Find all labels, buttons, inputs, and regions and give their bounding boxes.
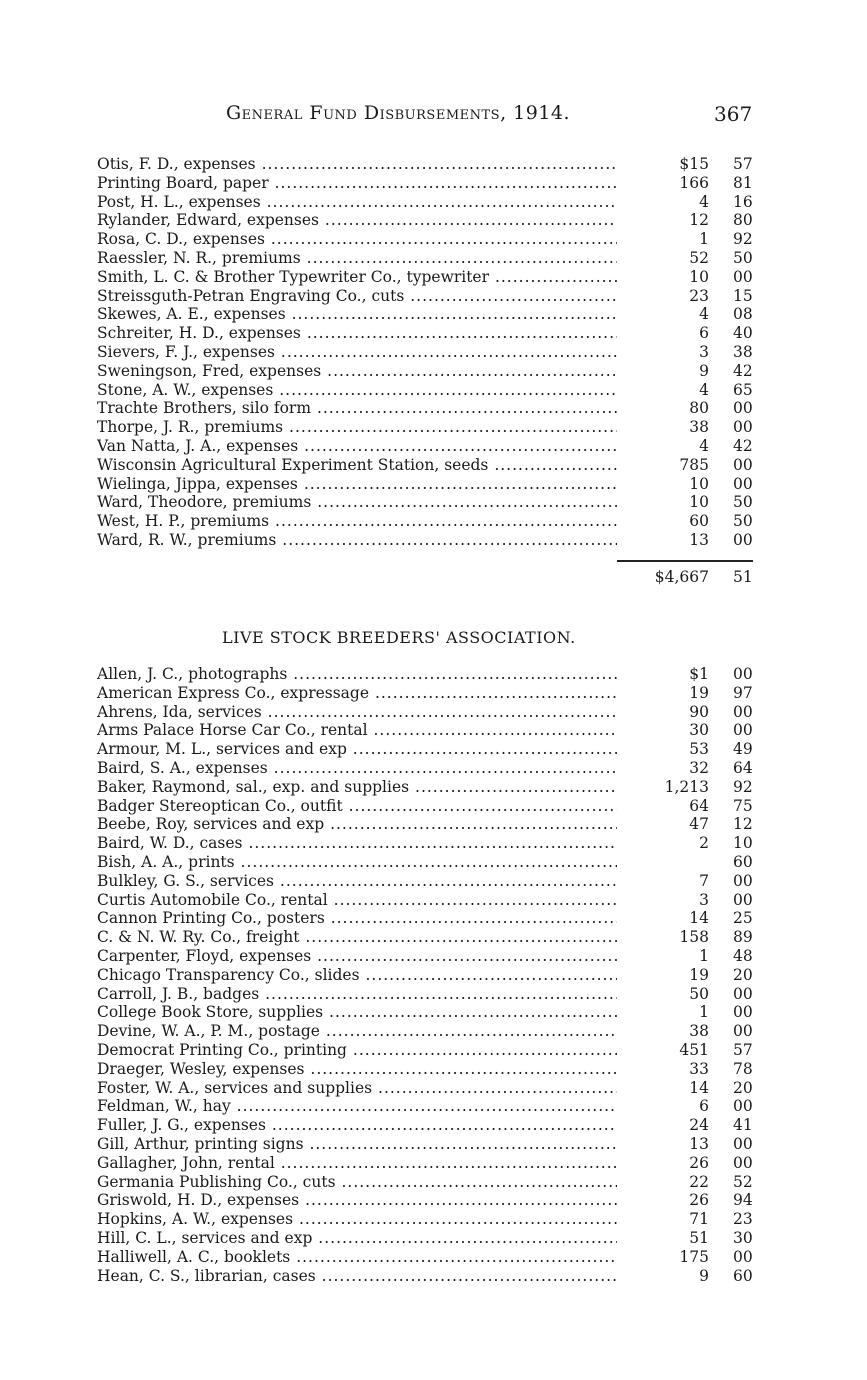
list-item — [97, 684, 757, 703]
amount-cents: 10 — [733, 834, 757, 853]
general-fund-list — [97, 155, 757, 550]
payee-description: Ward, Theodore, premiums ..... — [97, 493, 617, 512]
amount-cents: 89 — [733, 928, 757, 947]
amount-dollars: 30 — [619, 721, 709, 740]
page-title: General Fund Disbursements, 1914. — [226, 102, 571, 124]
payee-description: American Express Co., expressage ..... — [97, 684, 617, 703]
amount-dollars: 4 — [619, 305, 709, 324]
payee-description: Fuller, J. G., expenses ..... — [97, 1116, 617, 1135]
list-item — [97, 211, 757, 230]
amount-dollars: 1 — [619, 230, 709, 249]
list-item — [97, 1135, 757, 1154]
amount-cents: 20 — [733, 1079, 757, 1098]
list-item — [97, 1041, 757, 1060]
amount-cents: 41 — [733, 1116, 757, 1135]
amount-dollars: 50 — [619, 985, 709, 1004]
payee-description: Stone, A. W., expenses ..... — [97, 381, 617, 400]
amount-dollars: $1 — [619, 665, 709, 684]
payee-description: Post, H. L., expenses ..... — [97, 193, 617, 212]
amount-cents: 50 — [733, 493, 757, 512]
list-item — [97, 362, 757, 381]
amount-dollars: 32 — [619, 759, 709, 778]
payee-description: Schreiter, H. D., expenses ..... — [97, 324, 617, 343]
amount-cents: 16 — [733, 193, 757, 212]
payee-description: Germania Publishing Co., cuts ..... — [97, 1173, 617, 1192]
payee-description: Otis, F. D., expenses ..... — [97, 155, 617, 174]
amount-cents: 57 — [733, 1041, 757, 1060]
total-rule — [617, 560, 753, 562]
payee-description: Van Natta, J. A., expenses ..... — [97, 437, 617, 456]
payee-description: Carpenter, Floyd, expenses ..... — [97, 947, 617, 966]
amount-cents: 30 — [733, 1229, 757, 1248]
list-item — [97, 759, 757, 778]
list-item — [97, 985, 757, 1004]
amount-dollars: 3 — [619, 343, 709, 362]
payee-description: College Book Store, supplies ..... — [97, 1003, 617, 1022]
amount-cents: 00 — [733, 531, 757, 550]
list-item — [97, 665, 757, 684]
amount-dollars: 19 — [619, 966, 709, 985]
payee-description: Thorpe, J. R., premiums ..... — [97, 418, 617, 437]
list-item — [97, 834, 757, 853]
amount-dollars: 13 — [619, 1135, 709, 1154]
amount-cents: 20 — [733, 966, 757, 985]
payee-description: Sweningson, Fred, expenses ..... — [97, 362, 617, 381]
payee-description: Badger Stereoptican Co., outfit ..... — [97, 797, 617, 816]
amount-cents: 00 — [733, 268, 757, 287]
list-item — [97, 174, 757, 193]
list-item — [97, 512, 757, 531]
amount-dollars: 6 — [619, 1097, 709, 1116]
list-item — [97, 155, 757, 174]
payee-description: Armour, M. L., services and exp ..... — [97, 740, 617, 759]
amount-dollars: 10 — [619, 493, 709, 512]
amount-dollars: 14 — [619, 909, 709, 928]
amount-cents: 15 — [733, 287, 757, 306]
payee-description: Ward, R. W., premiums ..... — [97, 531, 617, 550]
amount-cents: 64 — [733, 759, 757, 778]
amount-cents: 40 — [733, 324, 757, 343]
payee-description: Democrat Printing Co., printing ..... — [97, 1041, 617, 1060]
payee-description: Smith, L. C. & Brother Typewriter Co., typewriter ..... — [97, 268, 617, 287]
payee-description: West, H. P., premiums ..... — [97, 512, 617, 531]
general-fund-total — [97, 568, 757, 587]
payee-description: Gill, Arthur, printing signs ..... — [97, 1135, 617, 1154]
amount-cents: 92 — [733, 778, 757, 797]
list-item — [97, 853, 757, 872]
list-item — [97, 531, 757, 550]
amount-dollars: 9 — [619, 362, 709, 381]
list-item — [97, 437, 757, 456]
list-item — [97, 966, 757, 985]
payee-description: Rylander, Edward, expenses ..... — [97, 211, 617, 230]
amount-cents: 00 — [733, 475, 757, 494]
list-item — [97, 230, 757, 249]
list-item — [97, 928, 757, 947]
amount-cents: 00 — [733, 703, 757, 722]
total-cents: 51 — [733, 568, 757, 587]
amount-cents: 00 — [733, 721, 757, 740]
amount-cents: 00 — [733, 456, 757, 475]
payee-description: Rosa, C. D., expenses ..... — [97, 230, 617, 249]
amount-dollars: 80 — [619, 399, 709, 418]
amount-dollars: 33 — [619, 1060, 709, 1079]
payee-description: Arms Palace Horse Car Co., rental ..... — [97, 721, 617, 740]
payee-description: Bulkley, G. S., services ..... — [97, 872, 617, 891]
amount-cents: 50 — [733, 512, 757, 531]
amount-cents: 00 — [733, 891, 757, 910]
amount-dollars: 166 — [619, 174, 709, 193]
payee-description: Chicago Transparency Co., slides ..... — [97, 966, 617, 985]
amount-cents: 23 — [733, 1210, 757, 1229]
amount-dollars: 71 — [619, 1210, 709, 1229]
list-item — [97, 399, 757, 418]
payee-description: Curtis Automobile Co., rental ..... — [97, 891, 617, 910]
amount-dollars: 4 — [619, 193, 709, 212]
amount-dollars: 3 — [619, 891, 709, 910]
amount-cents: 60 — [733, 1267, 757, 1286]
list-item — [97, 815, 757, 834]
payee-description: Printing Board, paper ..... — [97, 174, 617, 193]
amount-cents: 00 — [733, 1003, 757, 1022]
amount-cents: 00 — [733, 418, 757, 437]
amount-dollars: 26 — [619, 1191, 709, 1210]
amount-cents: 50 — [733, 249, 757, 268]
amount-cents: 00 — [733, 872, 757, 891]
payee-description: Wisconsin Agricultural Experiment Station, seeds ..... — [97, 456, 617, 475]
list-item — [97, 1267, 757, 1286]
amount-dollars: 1,213 — [619, 778, 709, 797]
list-item — [97, 493, 757, 512]
amount-cents: 52 — [733, 1173, 757, 1192]
payee-description: Hill, C. L., services and exp ..... — [97, 1229, 617, 1248]
list-item — [97, 1116, 757, 1135]
payee-description: Streissguth-Petran Engraving Co., cuts ..... — [97, 287, 617, 306]
amount-cents: 00 — [733, 399, 757, 418]
amount-dollars: 60 — [619, 512, 709, 531]
amount-dollars: 7 — [619, 872, 709, 891]
amount-dollars: 90 — [619, 703, 709, 722]
list-item — [97, 721, 757, 740]
list-item — [97, 1173, 757, 1192]
list-item — [97, 324, 757, 343]
amount-cents: 00 — [733, 1154, 757, 1173]
payee-description: Baird, S. A., expenses ..... — [97, 759, 617, 778]
list-item — [97, 1079, 757, 1098]
list-item — [97, 268, 757, 287]
section-title: LIVE STOCK BREEDERS' ASSOCIATION. — [222, 628, 576, 647]
amount-cents: 00 — [733, 1135, 757, 1154]
amount-cents: 65 — [733, 381, 757, 400]
payee-description: Wielinga, Jippa, expenses ..... — [97, 475, 617, 494]
amount-cents: 97 — [733, 684, 757, 703]
amount-cents: 42 — [733, 437, 757, 456]
payee-description: Allen, J. C., photographs ..... — [97, 665, 617, 684]
amount-dollars: 14 — [619, 1079, 709, 1098]
list-item — [97, 305, 757, 324]
list-item — [97, 740, 757, 759]
amount-dollars: 24 — [619, 1116, 709, 1135]
amount-cents: 57 — [733, 155, 757, 174]
amount-cents: 78 — [733, 1060, 757, 1079]
amount-cents: 92 — [733, 230, 757, 249]
amount-dollars: 23 — [619, 287, 709, 306]
amount-dollars: 10 — [619, 475, 709, 494]
amount-cents: 48 — [733, 947, 757, 966]
payee-description: Cannon Printing Co., posters ..... — [97, 909, 617, 928]
amount-dollars: 10 — [619, 268, 709, 287]
amount-dollars: 6 — [619, 324, 709, 343]
payee-description: Ahrens, Ida, services ..... — [97, 703, 617, 722]
list-item — [97, 249, 757, 268]
amount-cents: 08 — [733, 305, 757, 324]
list-item — [97, 1022, 757, 1041]
amount-cents: 81 — [733, 174, 757, 193]
list-item — [97, 343, 757, 362]
list-item — [97, 872, 757, 891]
list-item — [97, 381, 757, 400]
list-item — [97, 1060, 757, 1079]
amount-dollars: 2 — [619, 834, 709, 853]
amount-dollars: 12 — [619, 211, 709, 230]
livestock-list — [97, 665, 757, 1285]
list-item — [97, 287, 757, 306]
list-item — [97, 778, 757, 797]
amount-dollars: $15 — [619, 155, 709, 174]
amount-cents: 00 — [733, 1022, 757, 1041]
list-item — [97, 797, 757, 816]
list-item — [97, 1097, 757, 1116]
amount-dollars: 19 — [619, 684, 709, 703]
amount-cents: 49 — [733, 740, 757, 759]
amount-cents: 00 — [733, 1248, 757, 1267]
payee-description: Baird, W. D., cases ..... — [97, 834, 617, 853]
amount-dollars: 47 — [619, 815, 709, 834]
list-item — [97, 909, 757, 928]
payee-description: Skewes, A. E., expenses ..... — [97, 305, 617, 324]
list-item — [97, 703, 757, 722]
amount-cents: 00 — [733, 985, 757, 1004]
amount-dollars: 51 — [619, 1229, 709, 1248]
list-item — [97, 947, 757, 966]
list-item — [97, 1003, 757, 1022]
total-dollars: $4,667 — [619, 568, 709, 587]
list-item — [97, 418, 757, 437]
amount-dollars: 13 — [619, 531, 709, 550]
amount-dollars: 38 — [619, 418, 709, 437]
amount-cents: 12 — [733, 815, 757, 834]
amount-cents: 38 — [733, 343, 757, 362]
amount-dollars: 4 — [619, 381, 709, 400]
payee-description: C. & N. W. Ry. Co., freight ..... — [97, 928, 617, 947]
list-item — [97, 1191, 757, 1210]
amount-dollars: 785 — [619, 456, 709, 475]
payee-description: Halliwell, A. C., booklets ..... — [97, 1248, 617, 1267]
amount-dollars: 1 — [619, 1003, 709, 1022]
list-item — [97, 456, 757, 475]
list-item — [97, 891, 757, 910]
amount-dollars: 4 — [619, 437, 709, 456]
payee-description: Carroll, J. B., badges ..... — [97, 985, 617, 1004]
amount-dollars: 38 — [619, 1022, 709, 1041]
payee-description: Raessler, N. R., premiums ..... — [97, 249, 617, 268]
payee-description: Hean, C. S., librarian, cases ..... — [97, 1267, 617, 1286]
amount-dollars: 9 — [619, 1267, 709, 1286]
amount-cents: 00 — [733, 665, 757, 684]
payee-description: Gallagher, John, rental ..... — [97, 1154, 617, 1173]
amount-dollars: 451 — [619, 1041, 709, 1060]
amount-cents: 80 — [733, 211, 757, 230]
amount-dollars: 64 — [619, 797, 709, 816]
list-item — [97, 1210, 757, 1229]
amount-cents: 94 — [733, 1191, 757, 1210]
amount-dollars: 175 — [619, 1248, 709, 1267]
payee-description: Bish, A. A., prints ..... — [97, 853, 617, 872]
amount-cents: 00 — [733, 1097, 757, 1116]
payee-description: Feldman, W., hay ..... — [97, 1097, 617, 1116]
payee-description: Foster, W. A., services and supplies ..... — [97, 1079, 617, 1098]
payee-description: Griswold, H. D., expenses ..... — [97, 1191, 617, 1210]
amount-dollars: 158 — [619, 928, 709, 947]
amount-dollars: 53 — [619, 740, 709, 759]
list-item — [97, 1154, 757, 1173]
amount-cents: 25 — [733, 909, 757, 928]
amount-dollars: 26 — [619, 1154, 709, 1173]
payee-description: Hopkins, A. W., expenses ..... — [97, 1210, 617, 1229]
page-header — [0, 100, 867, 130]
amount-cents: 42 — [733, 362, 757, 381]
payee-description: Draeger, Wesley, expenses ..... — [97, 1060, 617, 1079]
page-number: 367 — [714, 102, 753, 126]
list-item — [97, 1248, 757, 1267]
amount-dollars: 52 — [619, 249, 709, 268]
payee-description: Sievers, F. J., expenses ..... — [97, 343, 617, 362]
amount-cents: 75 — [733, 797, 757, 816]
payee-description: Devine, W. A., P. M., postage ..... — [97, 1022, 617, 1041]
payee-description: Baker, Raymond, sal., exp. and supplies ..... — [97, 778, 617, 797]
amount-dollars: 1 — [619, 947, 709, 966]
list-item — [97, 475, 757, 494]
payee-description: Trachte Brothers, silo form ..... — [97, 399, 617, 418]
amount-cents: 60 — [733, 853, 757, 872]
amount-dollars: 22 — [619, 1173, 709, 1192]
payee-description: Beebe, Roy, services and exp ..... — [97, 815, 617, 834]
list-item — [97, 193, 757, 212]
list-item — [97, 1229, 757, 1248]
